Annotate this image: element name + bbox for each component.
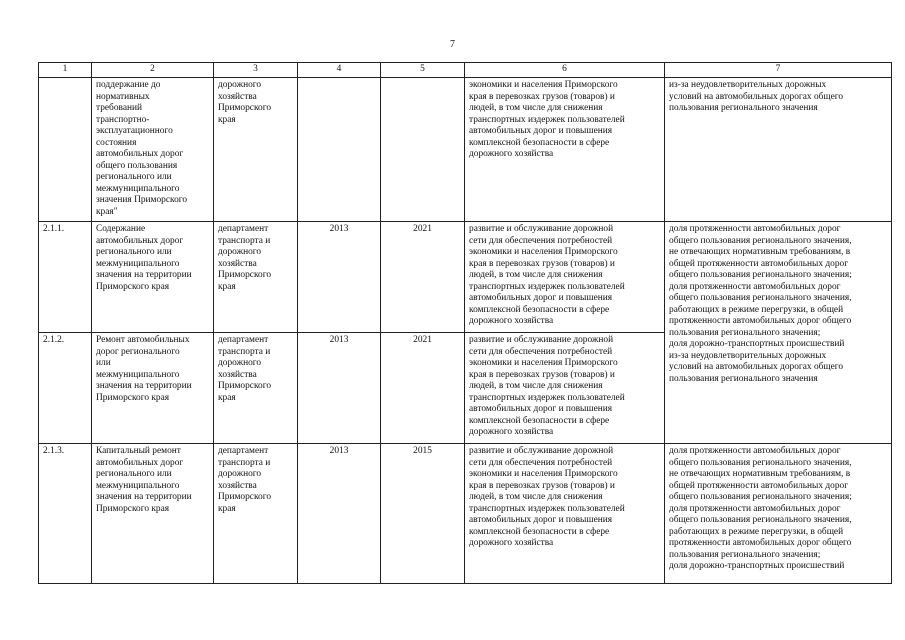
measure-name: Ремонт автомобильных дорог регионального или межмуниципального значения на территории Приморского края	[92, 333, 214, 444]
row-number: 2.1.2.	[39, 333, 92, 444]
header-col-6: 6	[465, 63, 665, 78]
executor: департамент транспорта и дорожного хозяйства Приморского края	[214, 333, 298, 444]
start-year	[298, 78, 381, 222]
end-year	[381, 78, 465, 222]
start-year: 2013	[298, 222, 381, 333]
indicator: доля протяженности автомобильных дорог общего пользования регионального значения, не отвечающих нормативным требованиям, в общей протяженности автомобильных дорог общего пользования регионального значения; доля протяженности автомобильных дорог общего пользования регионального значения, работающих в режиме перегрузки, в общей протяженности автомобильных дорог общего пользования регионального значения; доля дорожно-транспортных происшествий	[665, 444, 892, 584]
header-row	[39, 63, 892, 78]
row-number: 2.1.1.	[39, 222, 92, 333]
end-year: 2015	[381, 444, 465, 584]
measure-name: поддержание до нормативных требований транспортно- эксплуатационного состояния автомобильных дорог общего пользования регионального или межмуниципального значения Приморского края"	[92, 78, 214, 222]
indicator: доля протяженности автомобильных дорог общего пользования регионального значения, не отвечающих нормативным требованиям, в общей протяженности автомобильных дорог общего пользования регионального значения; доля протяженности автомобильных дорог общего пользования регионального значения, работающих в режиме перегрузки, в общей протяженности автомобильных дорог общего пользования регионального значения; доля дорожно-транспортных происшествий из-за неудовлетворительных дорожных условий на автомобильных дорогах общего пользования регионального значения	[665, 222, 892, 444]
expected-result: экономики и населения Приморского края в перевозках грузов (товаров) и людей, в том числе для снижения транспортных издержек пользователей автомобильных дорог и повышения комплексной безопасности в сфере дорожного хозяйства	[465, 78, 665, 222]
indicator: из-за неудовлетворительных дорожных условий на автомобильных дорогах общего пользования регионального значения	[665, 78, 892, 222]
header-col-5: 5	[381, 63, 465, 78]
header-col-4: 4	[298, 63, 381, 78]
end-year: 2021	[381, 222, 465, 333]
header-col-2: 2	[92, 63, 214, 78]
header-col-7: 7	[665, 63, 892, 78]
expected-result: развитие и обслуживание дорожной сети для обеспечения потребностей экономики и населения Приморского края в перевозках грузов (товаров) и людей, в том числе для снижения транспортных издержек пользователей автомобильных дорог и повышения комплексной безопасности в сфере дорожного хозяйства	[465, 333, 665, 444]
table-row	[39, 222, 892, 333]
measure-name: Капитальный ремонт автомобильных дорог регионального или межмуниципального значения на территории Приморского края	[92, 444, 214, 584]
executor: дорожного хозяйства Приморского края	[214, 78, 298, 222]
table-row	[39, 444, 892, 584]
row-number: 2.1.3.	[39, 444, 92, 584]
program-table	[38, 62, 892, 584]
header-col-3: 3	[214, 63, 298, 78]
start-year: 2013	[298, 333, 381, 444]
executor: департамент транспорта и дорожного хозяйства Приморского края	[214, 444, 298, 584]
start-year: 2013	[298, 444, 381, 584]
header-col-1: 1	[39, 63, 92, 78]
end-year: 2021	[381, 333, 465, 444]
expected-result: развитие и обслуживание дорожной сети для обеспечения потребностей экономики и населения Приморского края в перевозках грузов (товаров) и людей, в том числе для снижения транспортных издержек пользователей автомобильных дорог и повышения комплексной безопасности в сфере дорожного хозяйства	[465, 444, 665, 584]
measure-name: Содержание автомобильных дорог регионального или межмуниципального значения на территории Приморского края	[92, 222, 214, 333]
row-number	[39, 78, 92, 222]
executor: департамент транспорта и дорожного хозяйства Приморского края	[214, 222, 298, 333]
page-number: 7	[450, 39, 455, 50]
table-row	[39, 78, 892, 222]
expected-result: развитие и обслуживание дорожной сети для обеспечения потребностей экономики и населения Приморского края в перевозках грузов (товаров) и людей, в том числе для снижения транспортных издержек пользователей автомобильных дорог и повышения комплексной безопасности в сфере дорожного хозяйства	[465, 222, 665, 333]
